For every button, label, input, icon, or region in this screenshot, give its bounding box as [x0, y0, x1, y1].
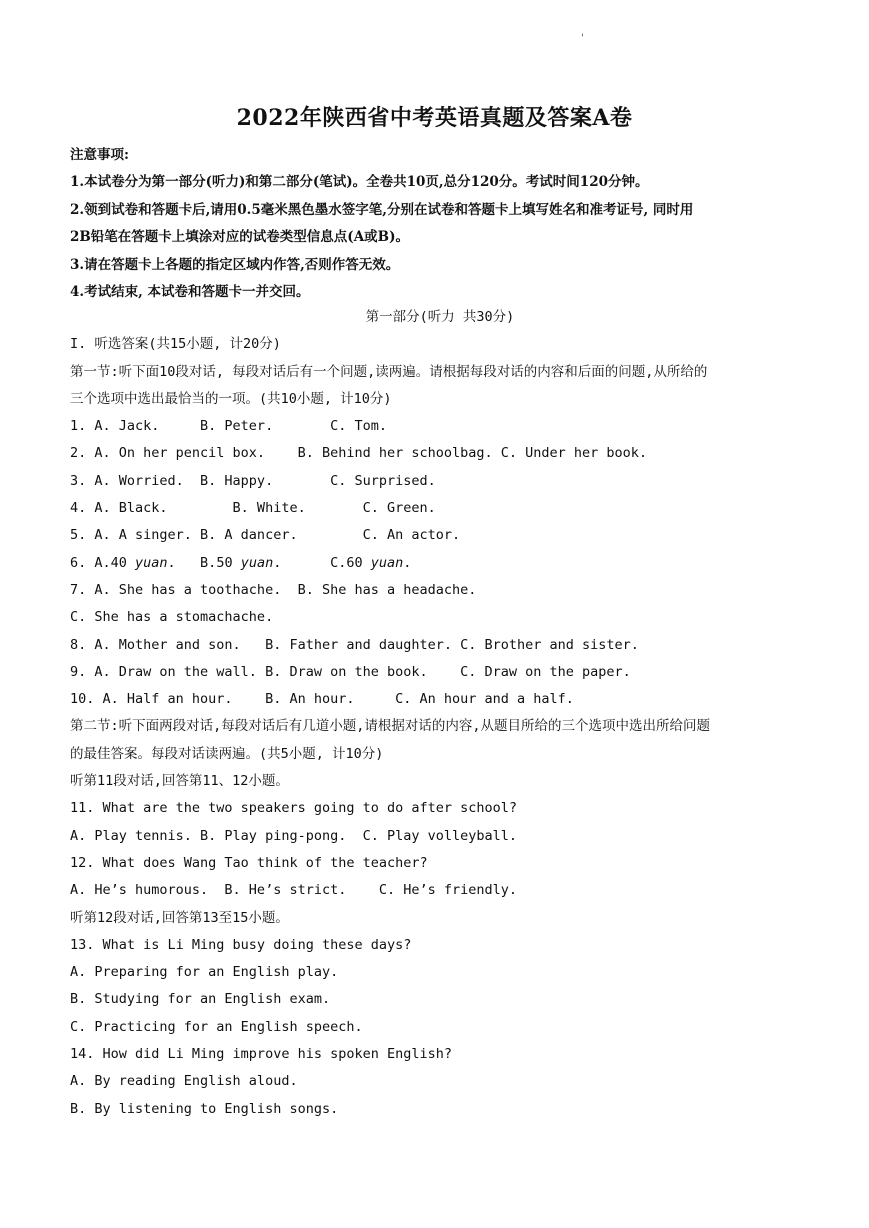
q6-option-b: . B.50 [167, 554, 241, 571]
question-13: 13. What is Li Ming busy doing these days? [70, 936, 412, 953]
section1-title: I. 听选答案(共15小题, 计20分) [70, 336, 281, 353]
note-item-2: 2.领到试卷和答题卡后,请用0.5毫米黑色墨水签字笔,分别在试卷和答题卡上填写姓名和准考证号, 同时用 [70, 201, 694, 218]
question-3: 3. A. Worried. B. Happy. C. Surprised. [70, 472, 436, 489]
question-1: 1. A. Jack. B. Peter. C. Tom. [70, 418, 387, 435]
question-12-options: A. He’s humorous. B. He’s strict. C. He’s friendly. [70, 882, 518, 899]
question-6 [70, 550, 810, 577]
notes-heading: 注意事项: [70, 147, 129, 163]
section2-instruction-1: 第二节:听下面两段对话,每段对话后有几道小题,请根据对话的内容,从题目所给的三个选项中选出所给问题 [70, 718, 711, 735]
question-8: 8. A. Mother and son. B. Father and daughter. C. Brother and sister. [70, 636, 639, 653]
q6-option-c: . C.60 [273, 554, 371, 571]
question-12: 12. What does Wang Tao think of the teacher? [70, 854, 428, 871]
dialog-11-intro: 听第11段对话,回答第11、12小题。 [70, 773, 289, 790]
q6-unit-b: yuan [240, 554, 274, 571]
note-item-1: 1.本试卷分为第一部分(听力)和第二部分(笔试)。全卷共10页,总分120分。考试时间120分钟。 [70, 174, 649, 191]
question-14: 14. How did Li Ming improve his spoken English? [70, 1046, 453, 1063]
part1-heading: 第一部分(听力 共30分) [365, 309, 515, 325]
q6-option-a: 6. A.40 [70, 554, 136, 571]
question-5: 5. A. A singer. B. A dancer. C. An actor. [70, 527, 461, 544]
section1-instruction-1: 第一节:听下面10段对话, 每段对话后有一个问题,读两遍。请根据每段对话的内容和后面的问题,从所给的 [70, 363, 708, 380]
note-item-3: 3.请在答题卡上各题的指定区域内作答,否则作答无效。 [70, 256, 400, 273]
question-14-option-b: B. By listening to English songs. [70, 1100, 339, 1117]
q6-unit-a: yuan [135, 554, 168, 571]
note-item-2-cont: 2B铅笔在答题卡上填涂对应的试卷类型信息点(A或B)。 [70, 229, 409, 246]
question-9: 9. A. Draw on the wall. B. Draw on the book. C. Draw on the paper. [70, 663, 631, 680]
question-11-options: A. Play tennis. B. Play ping-pong. C. Play volleyball. [70, 827, 518, 844]
question-2: 2. A. On her pencil box. B. Behind her schoolbag. C. Under her book. [70, 445, 648, 462]
page-title: 2022年陕西省中考英语真题及答案A卷 [236, 105, 633, 131]
question-13-option-b: B. Studying for an English exam. [70, 991, 331, 1008]
q6-end: . [403, 554, 412, 571]
question-7: 7. A. She has a toothache. B. She has a headache. [70, 581, 477, 598]
section2-instruction-2: 的最佳答案。每段对话读两遍。(共5小题, 计10分) [70, 745, 384, 762]
question-13-option-c: C. Practicing for an English speech. [70, 1018, 363, 1035]
part1-content [70, 304, 810, 1123]
section1-instruction-2: 三个选项中选出最恰当的一项。(共10小题, 计10分) [70, 390, 392, 407]
question-10: 10. A. Half an hour. B. An hour. C. An hour and a half. [70, 691, 574, 708]
page-dot-mark: ' [581, 33, 584, 44]
question-4: 4. A. Black. B. White. C. Green. [70, 500, 436, 517]
question-14-option-a: A. By reading English aloud. [70, 1073, 298, 1090]
question-13-option-a: A. Preparing for an English play. [70, 964, 339, 981]
q6-unit-c: yuan [370, 554, 404, 571]
dialog-12-intro: 听第12段对话,回答第13至15小题。 [70, 909, 289, 926]
question-11: 11. What are the two speakers going to do after school? [70, 800, 518, 817]
question-7-option-c: C. She has a stomachache. [70, 609, 274, 626]
notes-block [70, 142, 810, 306]
note-item-4: 4.考试结束, 本试卷和答题卡一并交回。 [70, 284, 310, 301]
